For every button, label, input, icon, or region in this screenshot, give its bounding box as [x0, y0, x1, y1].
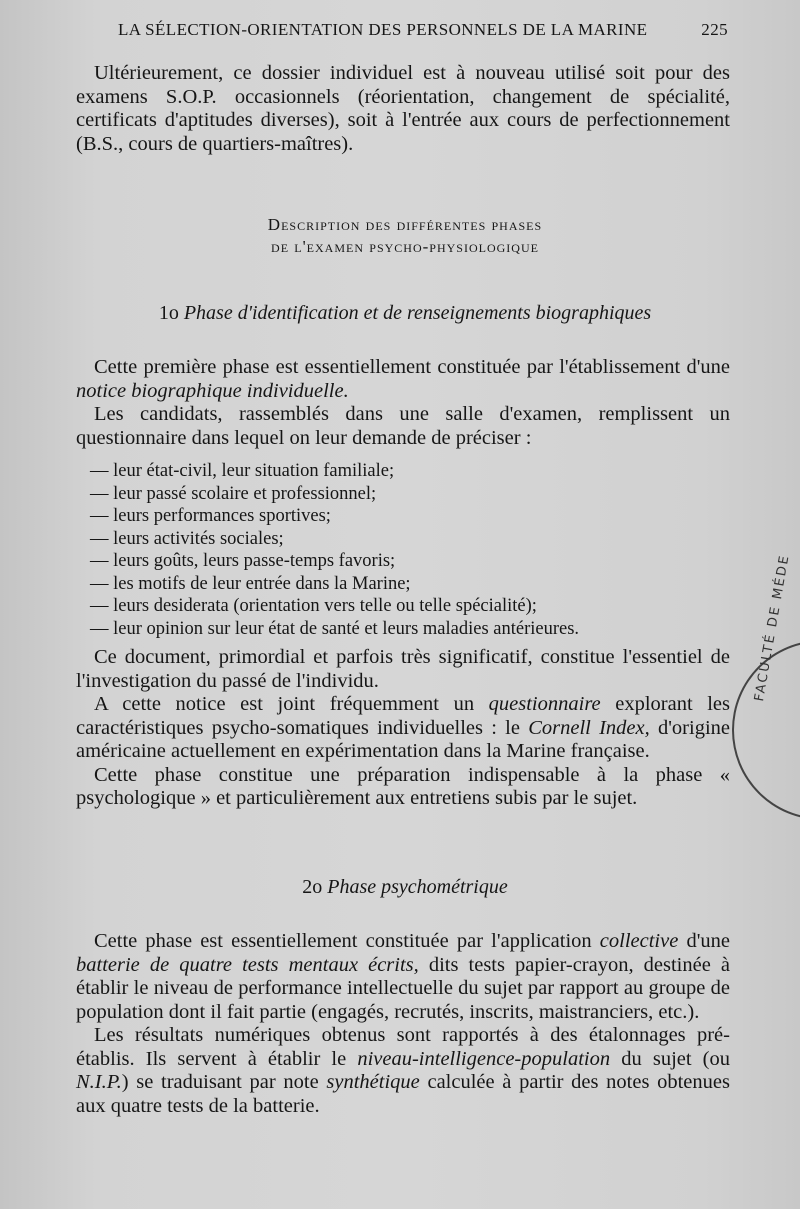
- list-item: — les motifs de leur entrée dans la Marine;: [90, 573, 710, 596]
- phase2-p1: Cette phase est essentiellement constituée par l'application collective d'une batterie de quatre tests mentaux écrits, dits tests papier-crayon, destinée à établir le niveau de performance intellectuelle du sujet par rapport au groupe de population dont il fait partie (engagés, recrutés, inscrits, maistranciers, etc.).: [76, 930, 730, 1023]
- running-header: [118, 20, 728, 40]
- phase1-body: [76, 646, 730, 811]
- phase1-heading: [60, 302, 750, 325]
- phase1-p4: A cette notice est joint fréquemment un questionnaire explorant les caractéristiques psycho-somatiques individuelles : le Cornell Index, d'origine américaine actuellement en expérimentation dans la Marine française.: [76, 693, 730, 762]
- phase1-p3: Ce document, primordial et parfois très significatif, constitue l'essentiel de l'investigation du passé de l'individu.: [76, 646, 730, 692]
- list-item: — leur passé scolaire et professionnel;: [90, 483, 710, 506]
- phase1-p2: Les candidats, rassemblés dans une salle d'examen, remplissent un questionnaire dans lequel on leur demande de préciser :: [76, 403, 730, 449]
- header-title: LA SÉLECTION-ORIENTATION DES PERSONNELS DE LA MARINE: [118, 20, 648, 39]
- list-item: — leurs activités sociales;: [90, 528, 710, 551]
- phase1-p5: Cette phase constitue une préparation indispensable à la phase « psychologique » et particulièrement aux entretiens subis par le sujet.: [76, 763, 730, 809]
- stamp-text: FACULTÉ DE MÉDE: [752, 552, 793, 703]
- phase2-heading: [60, 876, 750, 899]
- page-number: 225: [701, 20, 728, 39]
- phase1-title: Phase d'identification et de renseignements biographiques: [183, 302, 652, 324]
- phase1-p1-text: Cette première phase est essentiellement constituée par l'établissement d'une: [94, 356, 730, 378]
- biographic-list: [90, 460, 710, 640]
- list-item: — leurs goûts, leurs passe-temps favoris;: [90, 550, 710, 573]
- phase1-number: 1o: [158, 302, 179, 324]
- section-heading: [60, 214, 750, 258]
- phase2-title: Phase psychométrique: [327, 876, 508, 898]
- phase2-p2: Les résultats numériques obtenus sont rapportés à des étalonnages pré-établis. Ils servent à établir le niveau-intelligence-population du sujet (ou N.I.P.) se traduisant par note synthétique calculée à partir des notes obtenues aux quatre tests de la batterie.: [76, 1024, 731, 1117]
- list-item: — leur état-civil, leur situation familiale;: [90, 460, 710, 483]
- phase1-p1-italic: notice biographique individuelle.: [76, 379, 349, 402]
- library-stamp: [732, 552, 800, 820]
- phase2-number: 2o: [302, 876, 323, 898]
- list-item: — leurs desiderata (orientation vers telle ou telle spécialité);: [90, 595, 710, 618]
- list-item: — leur opinion sur leur état de santé et leurs maladies antérieures.: [90, 618, 710, 641]
- section-heading-line2: de l'examen psycho-physiologique: [271, 237, 539, 256]
- phase1-intro: [76, 356, 730, 450]
- list-item: — leurs performances sportives;: [90, 505, 710, 528]
- phase2-body: [76, 930, 730, 1118]
- intro-paragraph: Ultérieurement, ce dossier individuel est à nouveau utilisé soit pour des examens S.O.P. occasionnels (réorientation, changement de spécialité, certificats d'aptitudes diverses), soit à l'entrée aux cours de perfectionnement (B.S., cours de quartiers-maîtres).: [76, 62, 730, 155]
- section-heading-line1: Description des différentes phases: [267, 215, 543, 234]
